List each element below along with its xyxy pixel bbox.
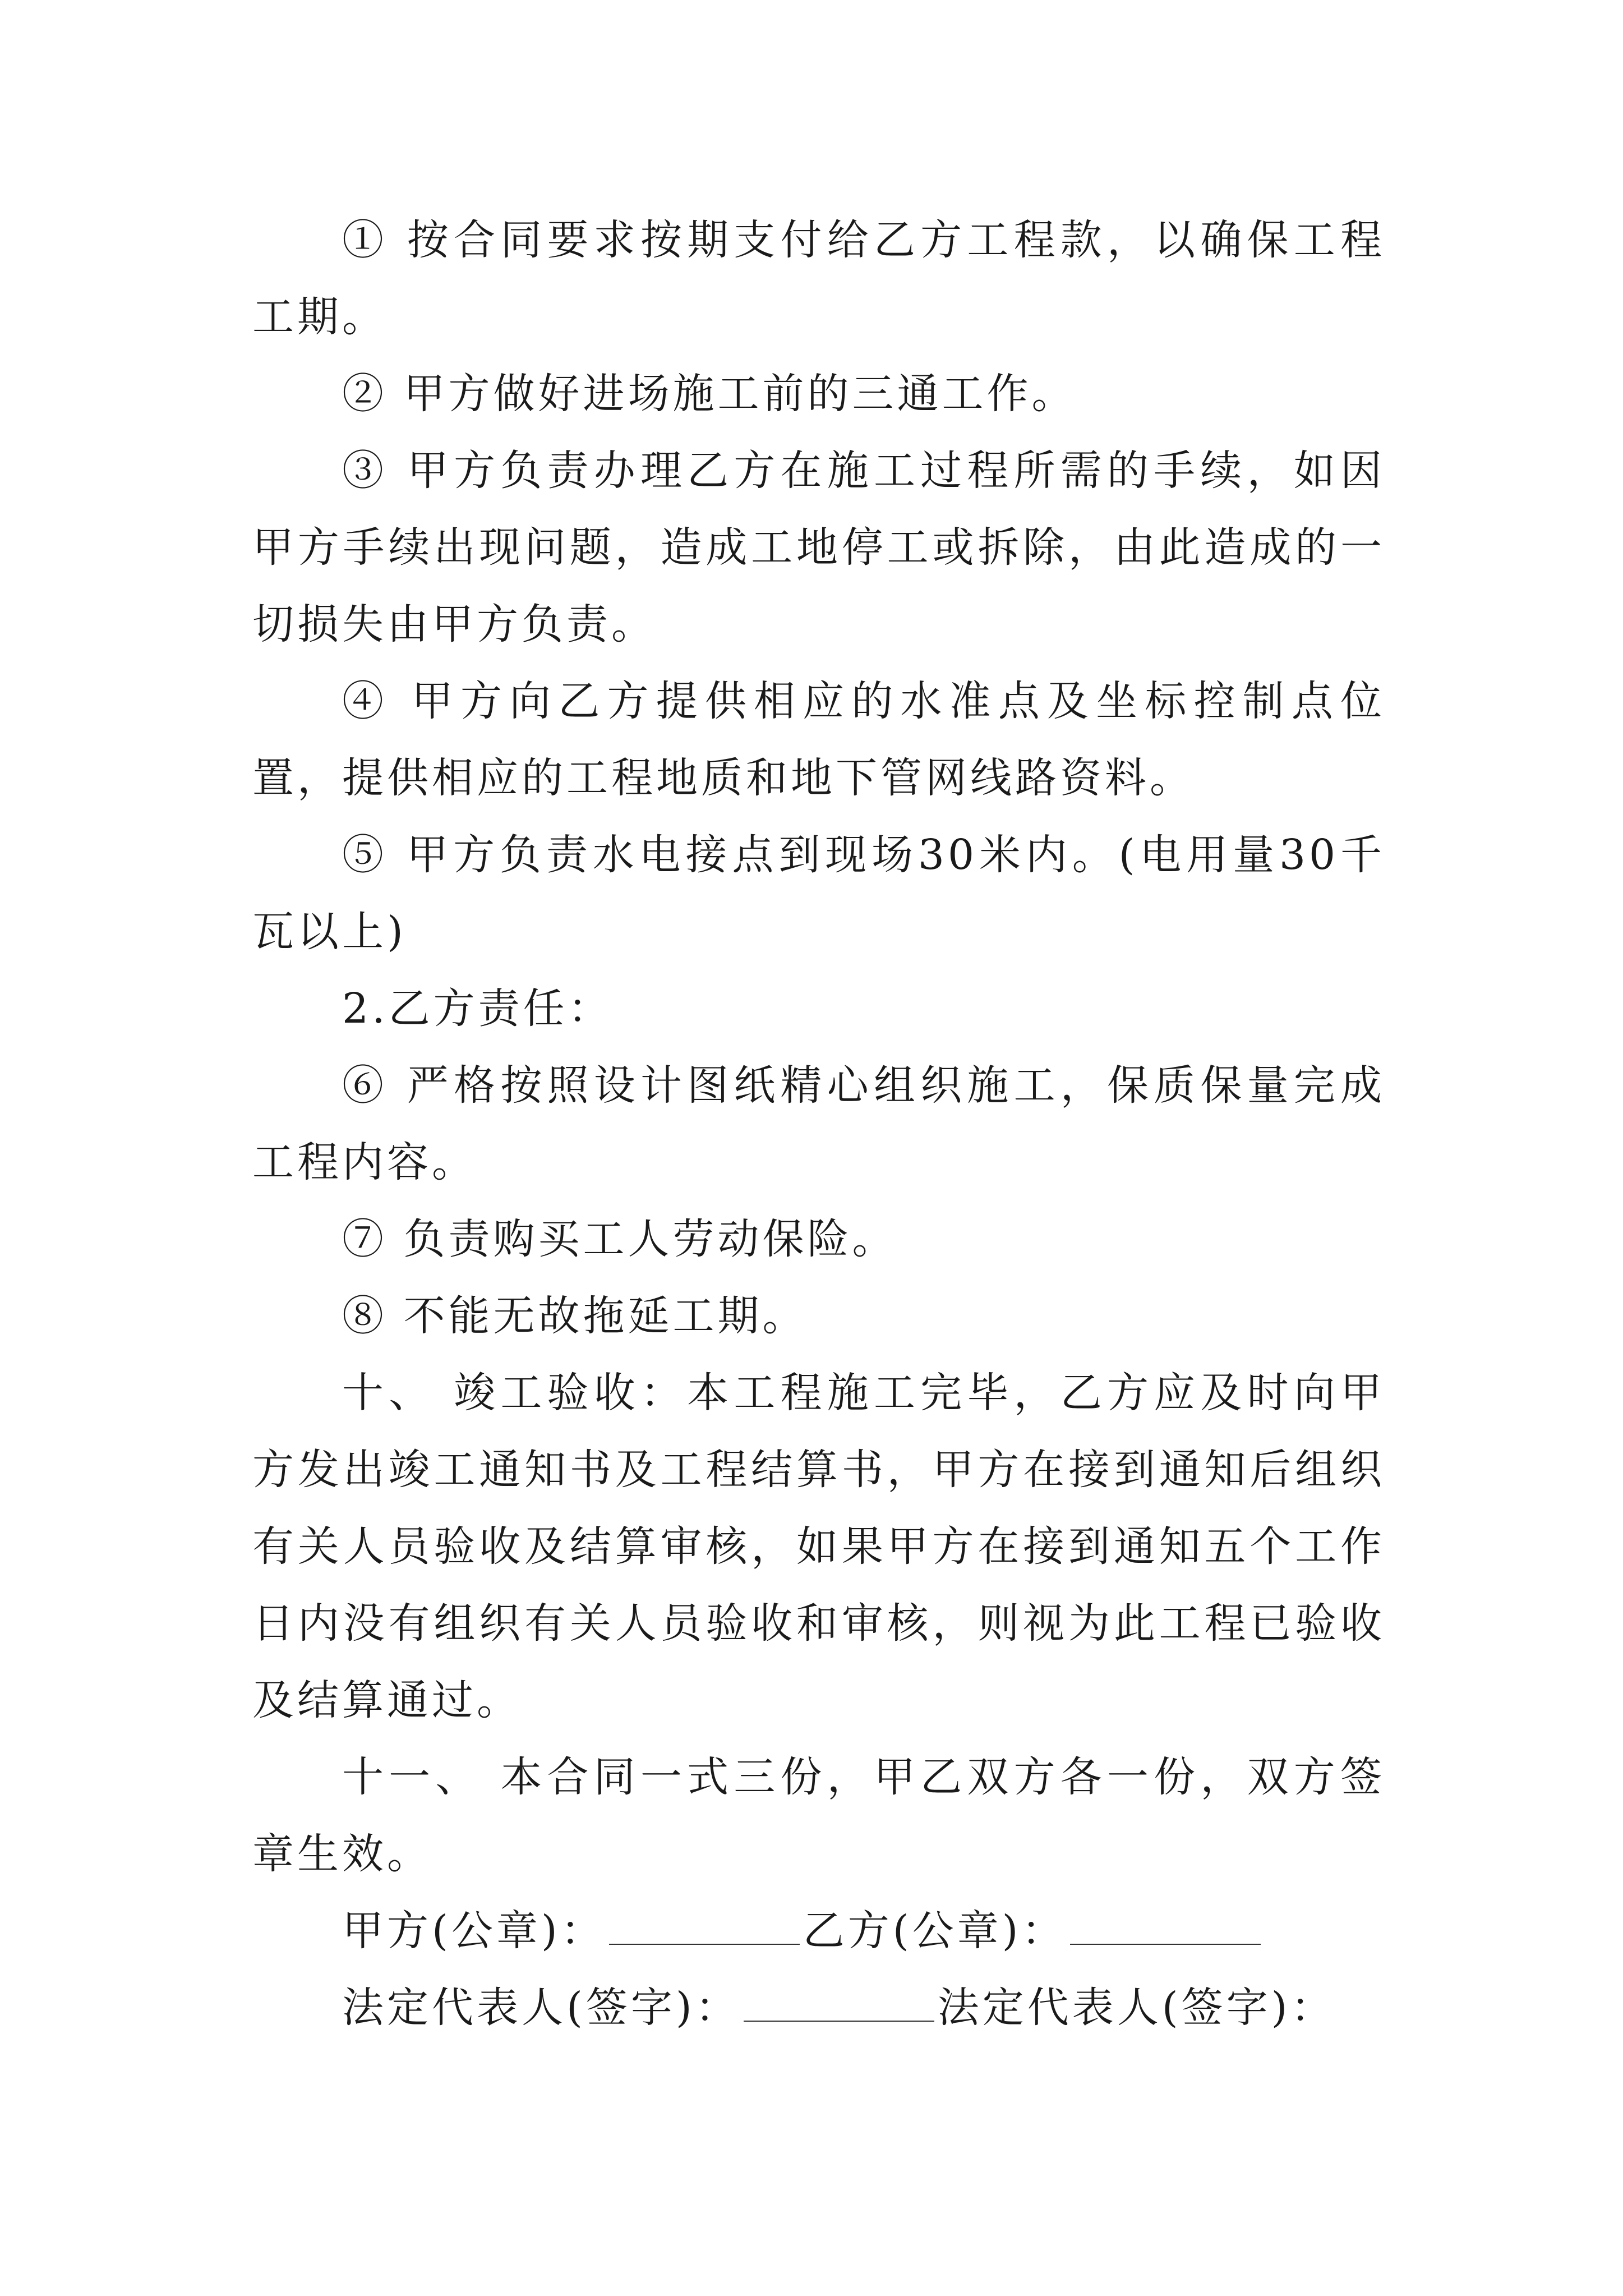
clause-3-procedures: ③ 甲方负责办理乙方在施工过程所需的手续，如因甲方手续出现问题，造成工地停工或拆除，由此造成的一切损失由甲方负责。 <box>252 447 1385 648</box>
rep-b-label: 法定代表人(签字)： <box>937 1984 1336 2032</box>
party-a-seal-blank <box>609 1910 800 1945</box>
party-b-seal-label: 乙方(公章)： <box>803 1907 1067 1955</box>
clause-5-water-electric: ⑤ 甲方负责水电接点到现场30米内。(电用量30千瓦以上) <box>252 831 1385 956</box>
article-11-copies: 十一、 本合同一式三份，甲乙双方各一份，双方签章生效。 <box>252 1753 1385 1878</box>
party-a-seal-label: 甲方(公章)： <box>342 1907 606 1955</box>
clause-6-construction: ⑥ 严格按照设计图纸精心组织施工，保质保量完成工程内容。 <box>252 1061 1385 1186</box>
clause-2-three-utilities: ② 甲方做好进场施工前的三通工作。 <box>342 370 1077 418</box>
rep-a-blank <box>744 1987 934 2022</box>
seal-signature-line <box>342 1893 1385 1970</box>
clause-1-payment: ① 按合同要求按期支付给乙方工程款，以确保工程工期。 <box>252 216 1385 341</box>
article-10-acceptance: 十、 竣工验收：本工程施工完毕，乙方应及时向甲方发出竣工通知书及工程结算书，甲方在接到通知后组织有关人员验收及结算审核，如果甲方在接到通知五个工作日内没有组织有关人员验收和审核，则视为此工程已验收及结算通过。 <box>252 1369 1385 1724</box>
clause-8-schedule: ⑧ 不能无故拖延工期。 <box>342 1292 808 1340</box>
rep-a-label: 法定代表人(签字)： <box>342 1984 740 2032</box>
clause-4-survey-points: ④ 甲方向乙方提供相应的水准点及坐标控制点位置，提供相应的工程地质和地下管网线路资料。 <box>252 677 1385 802</box>
party-b-seal-blank <box>1070 1910 1261 1945</box>
document-page <box>252 202 1385 2046</box>
section-party-b-duties: 2.乙方责任： <box>342 984 613 1033</box>
clause-7-insurance: ⑦ 负责购买工人劳动保险。 <box>342 1215 897 1263</box>
representative-signature-line <box>342 1970 1385 2046</box>
